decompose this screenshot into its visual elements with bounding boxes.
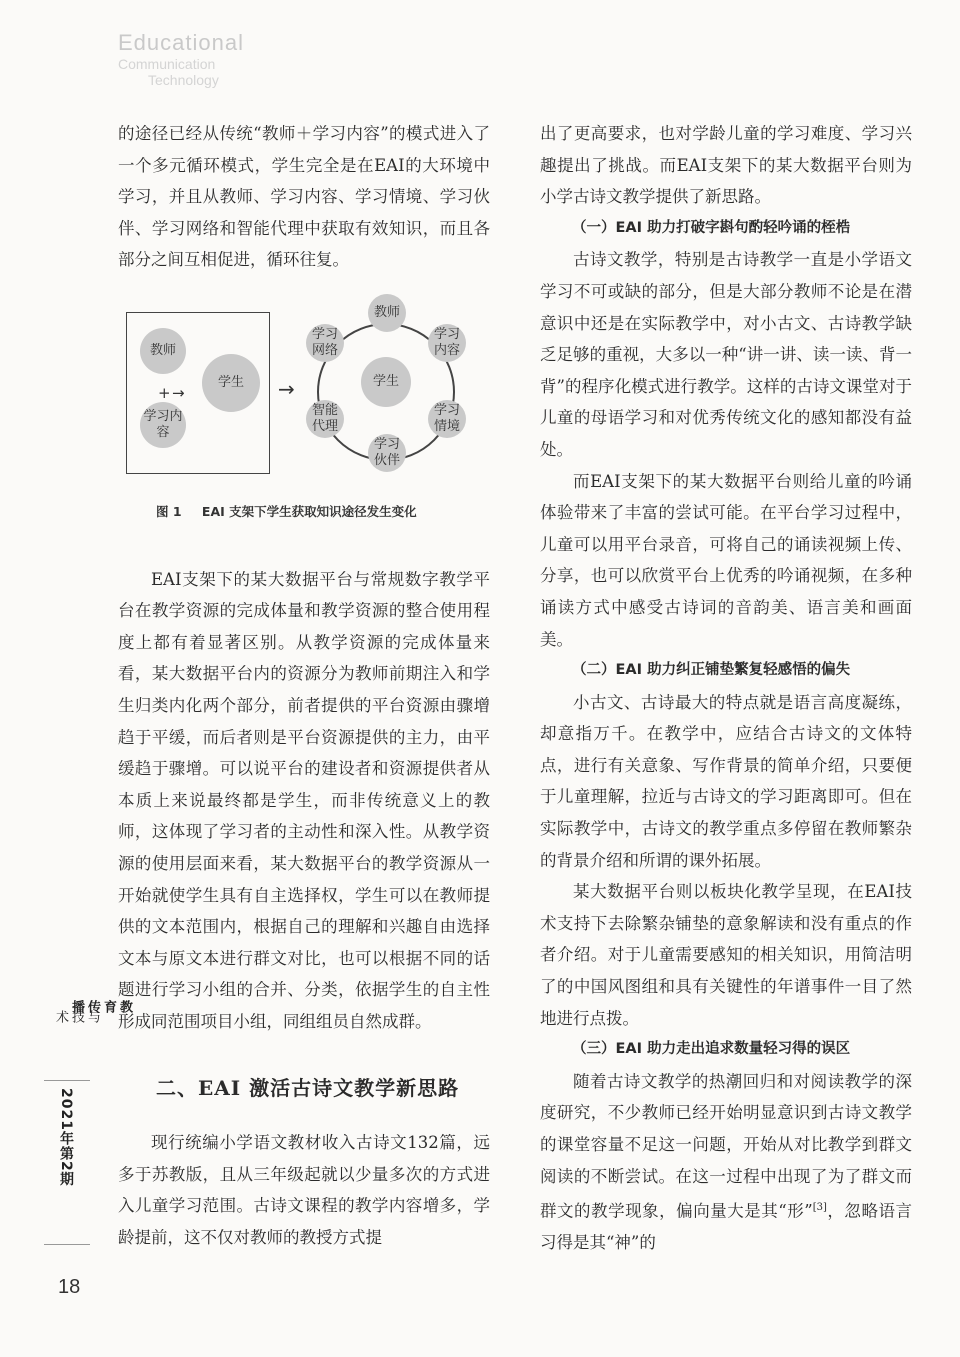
left-paragraph-3: 现行统编小学语文教材收入古诗文132篇，远多于苏教版，且从三年级起就以少量多次的方式进入儿童学习范围。古诗文课程的教学内容增多，学龄提前，这不仅对教师的教授方式提 [118, 1133, 490, 1247]
left-paragraph-1: 的途径已经从传统“教师＋学习内容”的模式进入了一个多元循环模式，学生完全是在EAI的大环境中学习，并且从教师、学习内容、学习情境、学习伙伴、学习网络和智能代理中获取有效知识，而且各部分之间互相促进，循环往复。 [118, 124, 490, 270]
section-heading-2: 二、EAI 激活古诗文教学新思路 [156, 1076, 460, 1101]
right-paragraph-1: 出了更高要求，也对学龄儿童的学习难度、学习兴趣提出了挑战。而EAI支架下的某大数据平台则为小学古诗文教学提供了新思路。 [540, 124, 912, 207]
subheading-1: （一）EAI 助力打破字斟句酌轻吟诵的桎梏 [572, 219, 851, 236]
cycle-node-content: 学习内容 [428, 324, 466, 362]
left-column [118, 118, 490, 1253]
plus-sign: + [158, 383, 171, 402]
arrow-inner: → [172, 383, 185, 402]
cycle-node-teacher: 教师 [368, 294, 406, 332]
page-number: 18 [58, 1276, 81, 1298]
logo-line2: Communication [118, 56, 216, 72]
left-paragraph-2: EAI支架下的某大数据平台与常规数字教学平台在教学资源的完成体量和教学资源的整合使用程度上都有着显著区别。从教学资源的完成体量来看，某大数据平台内的资源分为教师前期注入和学生归类内化两个部分，前者提供的平台资源由骤增趋于平缓，而后者则是平台资源提供的主力，由平缓趋于骤增。可以说平台的建设者和资源提供者从本质上来说最终都是学生，而非传统意义上的教师，这体现了学习者的主动性和深入性。从教学资源的使用层面来看，某大数据平台的教学资源从一开始就使学生具有自主选择权，学生可以在教师提供的文本范围内，根据自己的理解和兴趣自由选择文本与原文本进行群文对比，也可以根据不同的话题进行学习小组的合并、分类，依据学生的自主性形成同范围项目小组，同组组员自然成群。 [118, 569, 490, 1031]
right-paragraph-6-b: ，忽略语言习得是其“神”的 [540, 1201, 912, 1253]
cycle-center-student: 学生 [361, 357, 411, 407]
cycle-node-context: 学习情境 [428, 400, 466, 438]
cycle-node-network: 学习网络 [306, 324, 344, 362]
cycle-node-agent: 智能代理 [306, 400, 344, 438]
cycle-node-partner: 学习伙伴 [368, 434, 406, 472]
side-title-a: 教育传播 [69, 1000, 132, 1013]
figure-caption [156, 496, 490, 528]
right-paragraph-6-a: 随着古诗文教学的热潮回归和对阅读教学的深度研究，不少教师已经开始明显意识到古诗文教学的课堂容量不足这一问题，开始从对比教学到群文阅读的不断尝试。在这一过程中出现了为了群文而群文的教学现象，偏向量大是其“形” [540, 1071, 912, 1221]
figure-caption-number: 图 1 [156, 503, 182, 519]
right-paragraph-3: 而EAI支架下的某大数据平台则给儿童的吟诵体验带来了丰富的尝试可能。在平台学习过程中，儿童可以用平台录音，可将自己的诵读视频上传、分享，也可以欣赏平台上优秀的吟诵视频，在多种诵读方式中感受古诗词的音韵美、语言美和画面美。 [540, 471, 912, 649]
right-column [540, 118, 912, 1259]
node-teacher: 教师 [140, 328, 186, 374]
issue-label: 2021年第2期 [58, 1088, 74, 1187]
subheading-3: （三）EAI 助力走出追求数量轻习得的误区 [572, 1041, 851, 1058]
figure-1 [118, 302, 490, 482]
arrow-to-cycle: → [278, 376, 295, 401]
side-title-b: 与技术 [53, 1010, 100, 1023]
logo-line1: Educational [118, 30, 244, 55]
node-student-left: 学生 [202, 354, 260, 412]
right-paragraph-2: 古诗文教学，特别是古诗教学一直是小学语文学习不可或缺的部分，但是大部分教师不论是在潜意识中还是在实际教学中，对小古文、古诗教学缺乏足够的重视，大多以一种“讲一讲、读一读、背一背”的程序化模式进行教学。这样的古诗文课堂对于儿童的母语学习和对优秀传统文化的感知都没有益处。 [540, 250, 912, 459]
side-rule-top [44, 1080, 90, 1081]
right-paragraph-4: 小古文、古诗最大的特点就是语言高度凝练，却意指万千。在教学中，应结合古诗文的文体特点，进行有关意象、写作背景的简单介绍，只要便于儿童理解，拉近与古诗文的学习距离即可。但在实际教学中，古诗文的教学重点多停留在教师繁杂的背景介绍和所谓的课外拓展。 [540, 692, 912, 870]
right-paragraph-6 [540, 1066, 912, 1259]
subheading-2: （二）EAI 助力纠正铺垫繁复轻感悟的偏失 [572, 662, 851, 679]
journal-logo [118, 30, 318, 100]
node-content: 学习内容 [140, 402, 186, 448]
figure-caption-text: EAI 支架下学生获取知识途径发生变化 [201, 503, 417, 519]
citation-ref: [3] [812, 1202, 827, 1214]
logo-line3: Technology [148, 72, 219, 88]
side-rule-bottom [44, 1244, 90, 1245]
right-paragraph-5: 某大数据平台则以板块化教学呈现，在EAI技术支持下去除繁杂铺垫的意象解读和没有重点的作者介绍。对于儿童需要感知的相关知识，用简洁明了的中国风图组和具有关键性的年谱事件一目了然地进行点拨。 [540, 882, 912, 1028]
